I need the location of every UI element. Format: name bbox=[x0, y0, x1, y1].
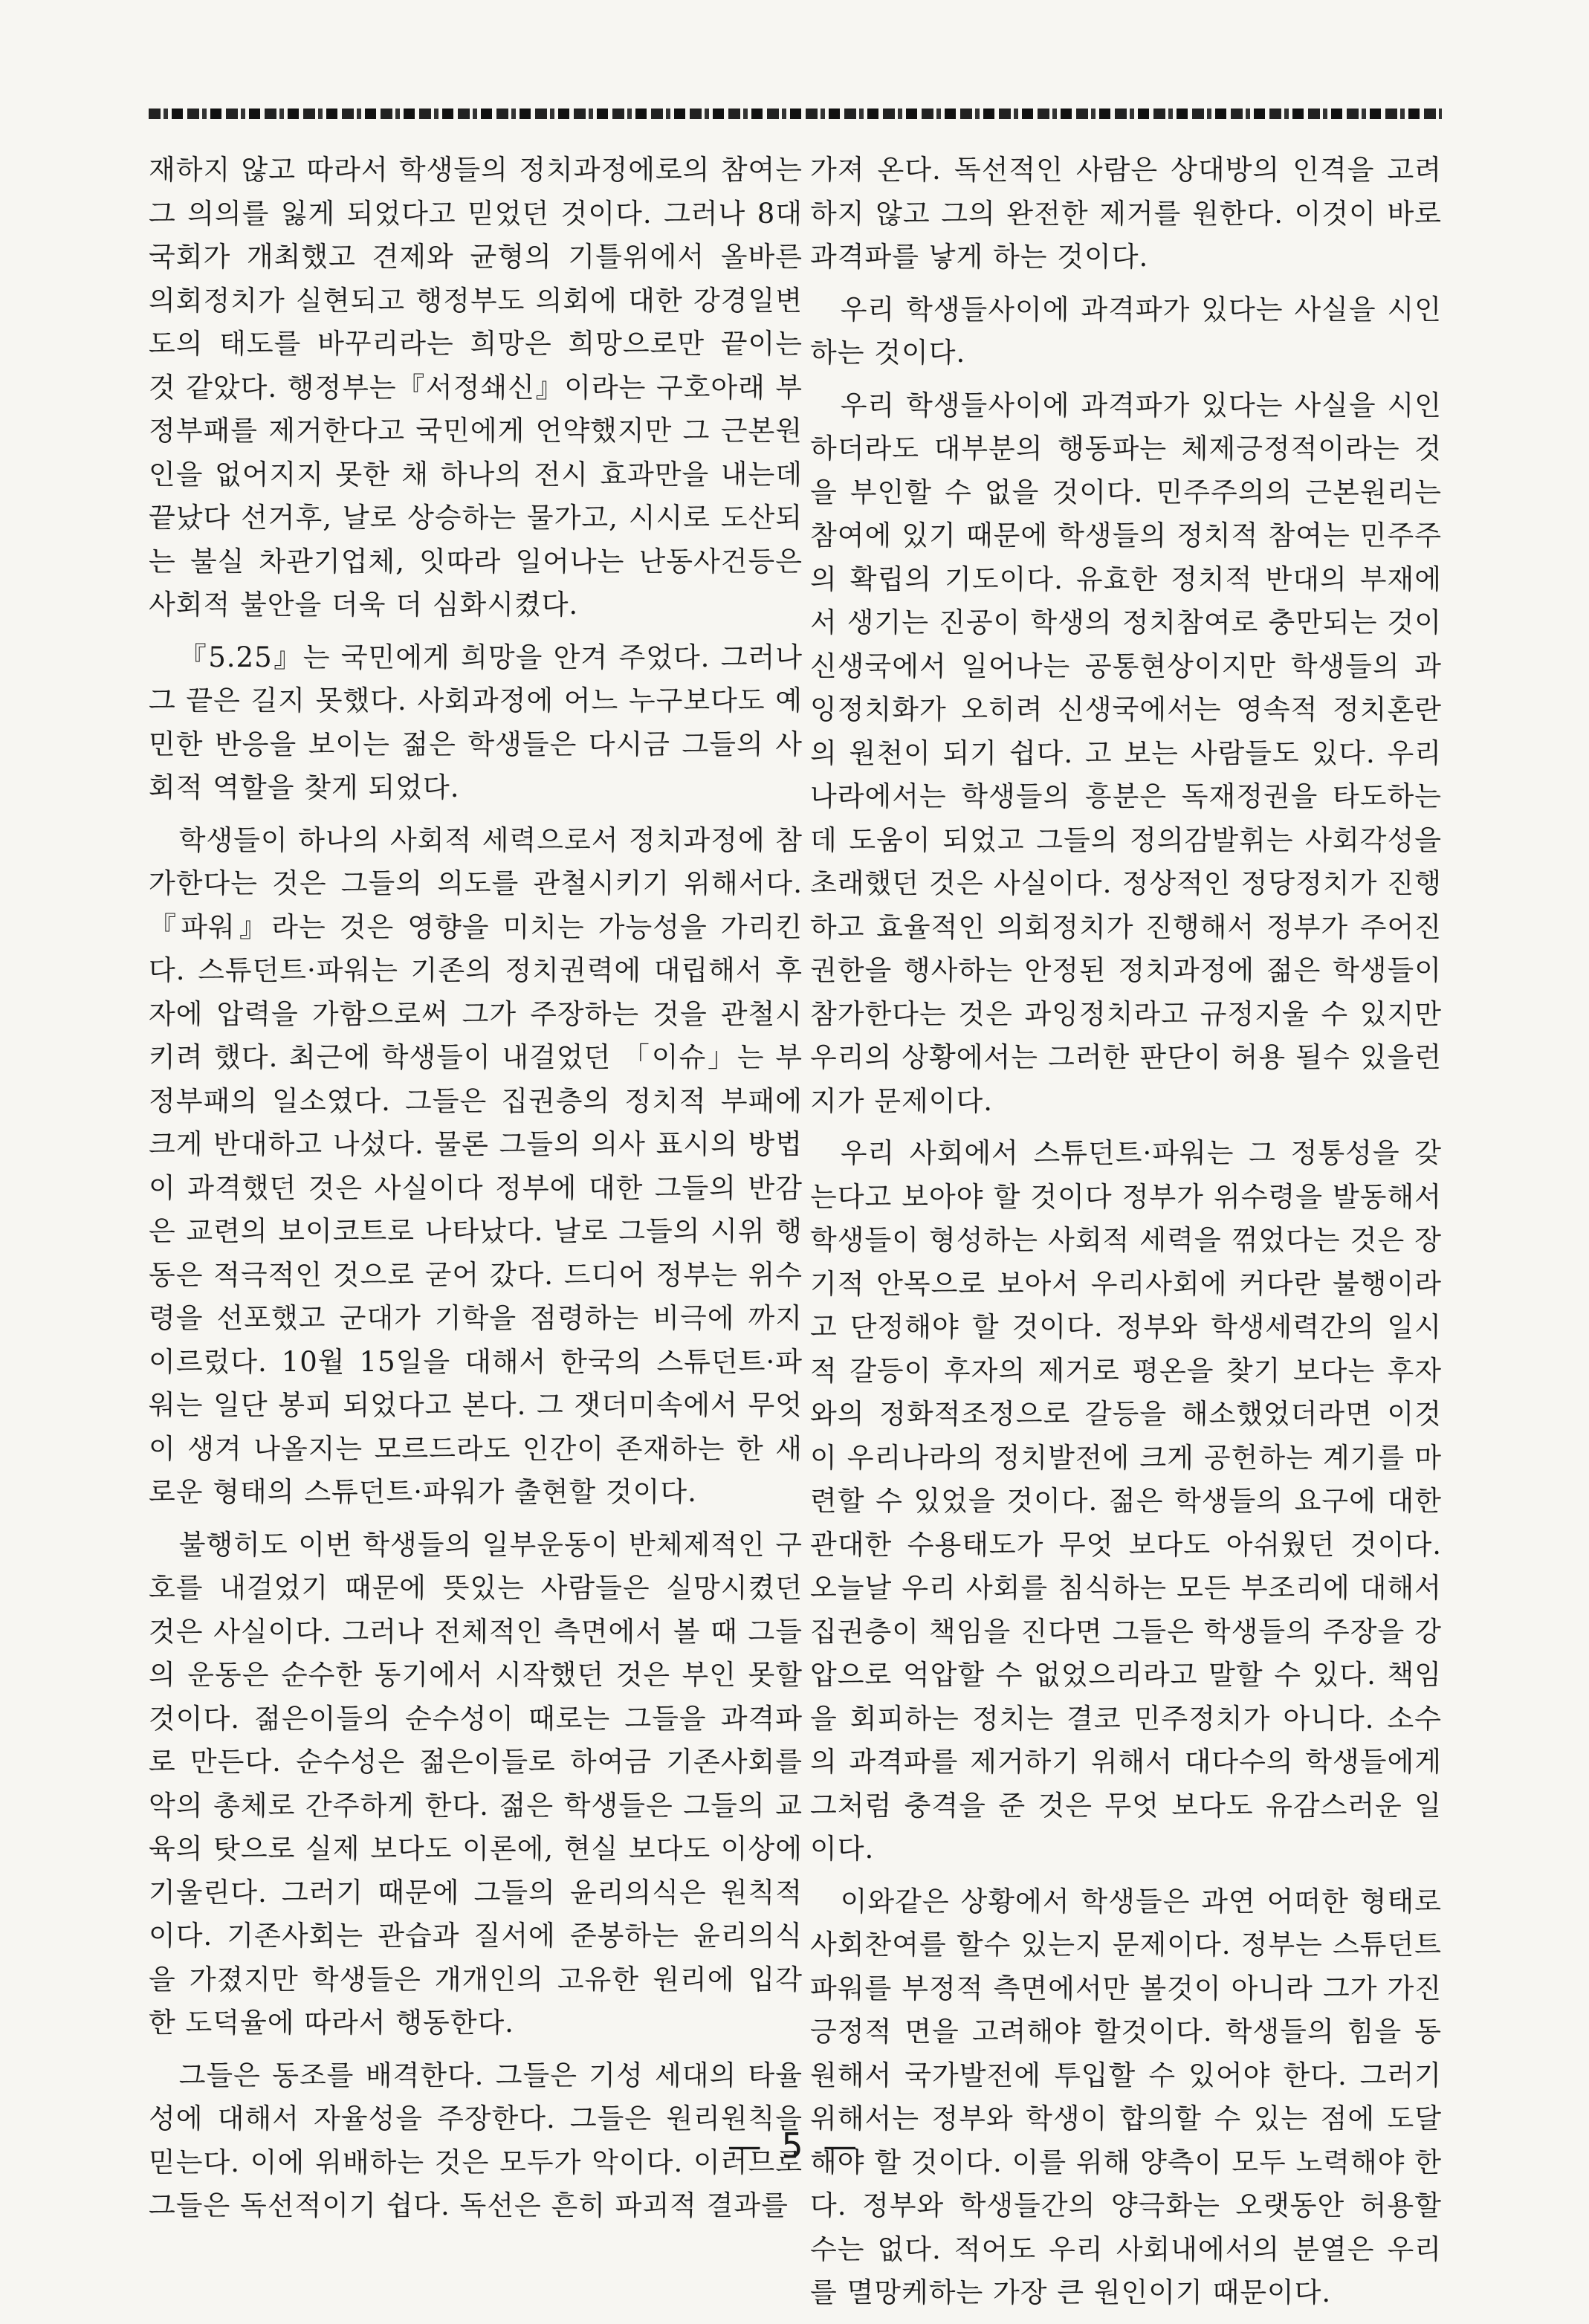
paragraph: 이와같은 상황에서 학생들은 과연 어떠한 형태로 사회찬여를 할수 있는지 문제이다. 정부는 스튜던트 파워를 부정적 측면에서만 볼것이 아니라 그가 가진 긍정적 면을 고려해야 할것이다. 학생들의 힘을 동원해서 국가발전에 투입할 수 있어야 한다. 그러기 위해서는 정부와 학생이 합의할 수 있는 점에 도달해야 할 것이다. 이를 위해 양측이 모두 노력해야 한다. 정부와 학생들간의 양극화는 오랫동안 허용할 수는 없다. 적어도 우리 사회내에서의 분열은 우리를 멸망케하는 가장 큰 원인이기 때문이다. bbox=[810, 1885, 1442, 2308]
paragraph: 불행히도 이번 학생들의 일부운동이 반체제적인 구호를 내걸었기 때문에 뜻있는 사람들은 실망시켰던 것은 사실이다. 그러나 전체적인 측면에서 볼 때 그들의 운동은 순수한 동기에서 시작했던 것은 부인 못할 것이다. 젊은이들의 순수성이 때로는 그들을 과격파로 만든다. 순수성은 젊은이들로 하여금 기존사회를 악의 총체로 간주하게 한다. 젊은 학생들은 그들의 교육의 탓으로 실제 보다도 이론에, 현실 보다도 이상에 기울린다. 그러기 때문에 그들의 윤리의식은 원칙적이다. 기존사회는 관습과 질서에 준봉하는 윤리의식을 가졌지만 학생들은 개개인의 고유한 원리에 입각한 도덕율에 따라서 행동한다. bbox=[149, 1528, 803, 2039]
paragraph: 학생들이 하나의 사회적 세력으로서 정치과정에 참가한다는 것은 그들의 의도를 관철시키기 위해서다.『파워』라는 것은 영향을 미치는 가능성을 가리킨다. 스튜던트·파워는 기존의 정치권력에 대립해서 후자에 압력을 가함으로써 그가 주장하는 것을 관철시키려 했다. 최근에 학생들이 내걸었던 「이슈」는 부정부패의 일소였다. 그들은 집권층의 정치적 부패에 크게 반대하고 나섰다. 물론 그들의 의사 표시의 방법이 과격했던 것은 사실이다 정부에 대한 그들의 반감은 교련의 보이코트로 나타났다. 날로 그들의 시위 행동은 적극적인 것으로 굳어 갔다. 드디어 정부는 위수령을 선포했고 군대가 기학을 점령하는 비극에 까지 이르렀다. 10월 15일을 대해서 한국의 스튜던트·파워는 일단 봉피 되었다고 본다. 그 잿더미속에서 무엇이 생겨 나올지는 모르드라도 인간이 존재하는 한 새로운 형태의 스튜던트·파워가 출현할 것이다. bbox=[149, 823, 803, 1508]
paragraph: 재하지 않고 따라서 학생들의 정치과정에로의 참여는 그 의의를 잃게 되었다고 믿었던 것이다. 그러나 8대 국회가 개최했고 견제와 균형의 기틀위에서 올바른 의회정치가 실현되고 행정부도 의회에 대한 강경일변도의 태도를 바꾸리라는 희망은 희망으로만 끝이는 것 같았다. 행정부는『서정쇄신』이라는 구호아래 부정부패를 제거한다고 국민에게 언약했지만 그 근본원인을 없어지지 못한 채 하나의 전시 효과만을 내는데 끝났다 선거후, 날로 상승하는 물가고, 시시로 도산되는 불실 차관기업체, 잇따라 일어나는 난동사건등은 사회적 불안을 더욱 더 심화시켰다. bbox=[149, 154, 803, 621]
paragraph: 가져 온다. 독선적인 사람은 상대방의 인격을 고려하지 않고 그의 완전한 제거를 원한다. 이것이 바로 과격파를 낳게 하는 것이다. bbox=[810, 154, 1442, 273]
paragraph: 우리 사회에서 스튜던트·파워는 그 정통성을 갖는다고 보아야 할 것이다 정부가 위수령을 발동해서 학생들이 형성하는 사회적 세력을 꺾었다는 것은 장기적 안목으로 보아서 우리사회에 커다란 불행이라고 단정해야 할 것이다. 정부와 학생세력간의 일시적 갈등이 후자의 제거로 평온을 찾기 보다는 후자와의 정화적조정으로 갈등을 해소했었더라면 이것이 우리나라의 정치발전에 크게 공헌하는 계기를 마련할 수 있었을 것이다. 젊은 학생들의 요구에 대한 관대한 수용태도가 무엇 보다도 아쉬웠던 것이다. 오늘날 우리 사회를 침식하는 모든 부조리에 대해서 집권층이 책임을 진다면 그들은 학생들의 주장을 강압으로 억압할 수 없었으리라고 말할 수 있다. 책임을 회피하는 정치는 결코 민주정치가 아니다. 소수의 과격파를 제거하기 위해서 대다수의 학생들에게 그처럼 충격을 준 것은 무엇 보다도 유감스러운 일이다. bbox=[810, 1137, 1442, 1865]
paragraph: 우리 학생들사이에 과격파가 있다는 사실을 시인하는 것이다. bbox=[810, 293, 1442, 369]
page-number: — 5 — bbox=[727, 2126, 862, 2166]
left-column bbox=[149, 149, 803, 2237]
paragraph: 그들은 동조를 배격한다. 그들은 기성 세대의 타율성에 대해서 자율성을 주장한다. 그들은 원리원칙을 믿는다. 이에 위배하는 것은 모두가 악이다. 이러므로 그들은 독선적이기 쉽다. 독선은 흔히 파괴적 결과를 bbox=[149, 2059, 803, 2221]
header-dotted-rule bbox=[149, 109, 1442, 119]
paragraph: 우리 학생들사이에 과격파가 있다는 사실을 시인하더라도 대부분의 행동파는 체제긍정적이라는 것을 부인할 수 없을 것이다. 민주주의의 근본원리는 참여에 있기 때문에 학생들의 정치적 참여는 민주주의 확립의 기도이다. 유효한 정치적 반대의 부재에서 생기는 진공이 학생의 정치참여로 충만되는 것이 신생국에서 일어나는 공통현상이지만 학생들의 과잉정치화가 오히려 신생국에서는 영속적 정치혼란의 원천이 되기 쉽다. 고 보는 사람들도 있다. 우리나라에서는 학생들의 흥분은 독재정권을 타도하는데 도움이 되었고 그들의 정의감발휘는 사회각성을 초래했던 것은 사실이다. 정상적인 정당정치가 진행하고 효율적인 의회정치가 진행해서 정부가 주어진 권한을 행사하는 안정된 정치과정에 젊은 학생들이 참가한다는 것은 과잉정치라고 규정지울 수 있지만 우리의 상황에서는 그러한 판단이 허용 될수 있을런지가 문제이다. bbox=[810, 389, 1442, 1117]
right-column bbox=[810, 149, 1442, 2324]
paragraph: 『5.25』는 국민에게 희망을 안겨 주었다. 그러나 그 끝은 길지 못했다. 사회과정에 어느 누구보다도 예민한 반응을 보이는 젊은 학생들은 다시금 그들의 사회적 역할을 찾게 되었다. bbox=[149, 641, 803, 803]
